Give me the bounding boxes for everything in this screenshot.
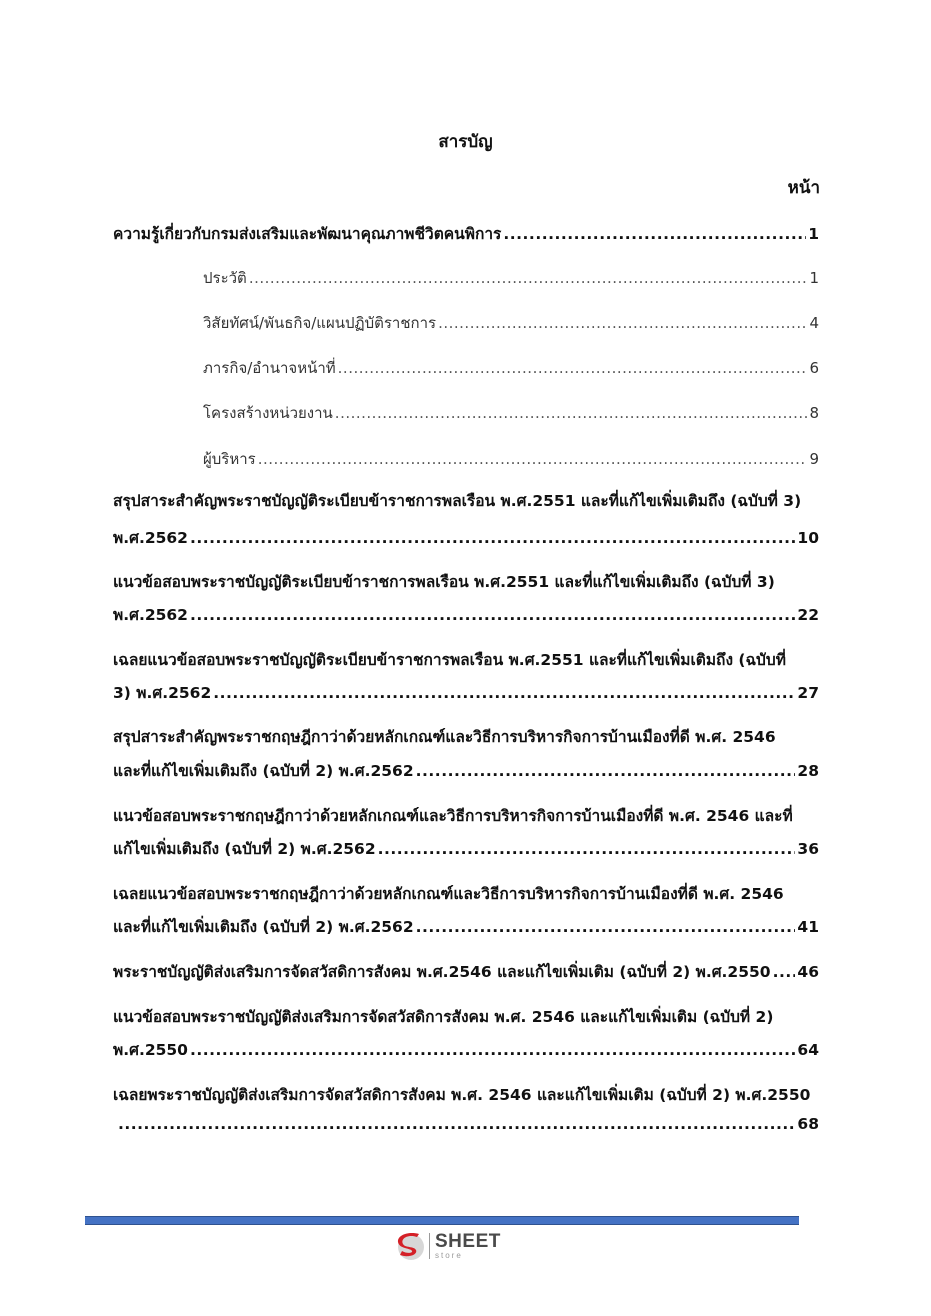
leader-dots xyxy=(190,529,795,547)
toc-subentry-title: วิสัยทัศน์/พันธกิจ/แผนปฏิบัติราชการ xyxy=(203,314,437,332)
leader-dots xyxy=(416,918,796,936)
toc-entry-title-cont: พ.ศ.2562 xyxy=(113,529,188,547)
leader-dots xyxy=(190,1041,795,1059)
logo-separator xyxy=(429,1233,430,1259)
toc-entry-title-cont: แก้ไขเพิ่มเติมถึง (ฉบับที่ 2) พ.ศ.2562 xyxy=(113,840,376,858)
toc-subentry-title: โครงสร้างหน่วยงาน xyxy=(203,404,333,422)
toc-subentry[interactable] xyxy=(203,401,819,423)
toc-subentry[interactable] xyxy=(203,447,819,469)
toc-entry-title[interactable]: แนวข้อสอบพระราชบัญญัติส่งเสริมการจัดสวัสดิการสังคม พ.ศ. 2546 และแก้ไขเพิ่มเติม (ฉบับที่ 2) xyxy=(113,1008,774,1026)
toc-page-number: 8 xyxy=(809,404,819,422)
toc-subentry-title: ผู้บริหาร xyxy=(203,450,256,468)
toc-entry-title[interactable]: เฉลยพระราชบัญญัติส่งเสริมการจัดสวัสดิการสังคม พ.ศ. 2546 และแก้ไขเพิ่มเติม (ฉบับที่ 2) พ.ศ.2550 xyxy=(113,1086,811,1104)
page-title: สารบัญ xyxy=(438,132,493,152)
toc-entry-title[interactable]: เฉลยแนวข้อสอบพระราชบัญญัติระเบียบข้าราชการพลเรือน พ.ศ.2551 และที่แก้ไขเพิ่มเติมถึง (ฉบับที่ xyxy=(113,651,786,669)
toc-page-number: 1 xyxy=(808,225,819,243)
toc-page-number: 9 xyxy=(809,450,819,468)
toc-entry-title-cont: และที่แก้ไขเพิ่มเติมถึง (ฉบับที่ 2) พ.ศ.2562 xyxy=(113,918,414,936)
toc-subentry[interactable] xyxy=(203,266,819,288)
toc-page-number: 10 xyxy=(797,529,819,547)
leader-dots xyxy=(190,606,795,624)
logo-subtext: store xyxy=(435,1251,463,1260)
leader-dots xyxy=(503,225,806,243)
toc-page-number: 4 xyxy=(809,314,819,332)
leader-dots xyxy=(258,450,808,468)
toc-entry-title: ความรู้เกี่ยวกับกรมส่งเสริมและพัฒนาคุณภาพชีวิตคนพิการ xyxy=(113,225,502,243)
leader-dots xyxy=(416,762,796,780)
toc-entry-title[interactable]: สรุปสาระสำคัญพระราชบัญญัติระเบียบข้าราชการพลเรือน พ.ศ.2551 และที่แก้ไขเพิ่มเติมถึง (ฉบับที่ 3) xyxy=(113,492,802,510)
sheet-store-logo-icon xyxy=(394,1230,426,1262)
page-column-header: หน้า xyxy=(787,178,820,198)
toc-entry[interactable] xyxy=(113,221,819,243)
toc-entry-title: พระราชบัญญัติส่งเสริมการจัดสวัสดิการสังคม พ.ศ.2546 และแก้ไขเพิ่มเติม (ฉบับที่ 2) พ.ศ.2550 xyxy=(113,963,771,981)
leader-dots xyxy=(438,314,807,332)
leader-dots xyxy=(773,963,796,981)
toc-page-number: 1 xyxy=(809,269,819,287)
toc-page-number: 41 xyxy=(797,918,819,936)
toc-entry[interactable] xyxy=(113,959,819,981)
toc-entry[interactable] xyxy=(113,758,819,780)
toc-entry-title[interactable]: เฉลยแนวข้อสอบพระราชกฤษฎีกาว่าด้วยหลักเกณฑ์และวิธีการบริหารกิจการบ้านเมืองที่ดี พ.ศ. 2546 xyxy=(113,885,784,903)
toc-page-number: 64 xyxy=(797,1041,819,1059)
toc-page-number: 22 xyxy=(797,606,819,624)
leader-dots xyxy=(335,404,808,422)
toc-page-number: 28 xyxy=(797,762,819,780)
leader-dots xyxy=(118,1115,795,1133)
toc-entry[interactable] xyxy=(113,525,819,547)
toc-entry[interactable] xyxy=(113,1037,819,1059)
leader-dots xyxy=(249,269,808,287)
toc-entry[interactable] xyxy=(113,836,819,858)
leader-dots xyxy=(338,359,808,377)
toc-page-number: 6 xyxy=(809,359,819,377)
toc-page-number: 27 xyxy=(797,684,819,702)
toc-subentry-title: ภารกิจ/อำนาจหน้าที่ xyxy=(203,359,336,377)
toc-entry-title[interactable]: แนวข้อสอบพระราชกฤษฎีกาว่าด้วยหลักเกณฑ์และวิธีการบริหารกิจการบ้านเมืองที่ดี พ.ศ. 2546 และที่ xyxy=(113,807,793,825)
leader-dots xyxy=(378,840,796,858)
toc-entry-title-cont: พ.ศ.2562 xyxy=(113,606,188,624)
toc-subentry[interactable] xyxy=(203,356,819,378)
toc-entry[interactable] xyxy=(113,680,819,702)
toc-subentry-title: ประวัติ xyxy=(203,269,247,287)
toc-entry-title[interactable]: แนวข้อสอบพระราชบัญญัติระเบียบข้าราชการพลเรือน พ.ศ.2551 และที่แก้ไขเพิ่มเติมถึง (ฉบับที่ 3) xyxy=(113,573,775,591)
footer-divider xyxy=(85,1216,799,1225)
logo-text xyxy=(435,1232,501,1260)
logo-wordmark: SHEET xyxy=(435,1231,501,1252)
toc-entry-title[interactable]: สรุปสาระสำคัญพระราชกฤษฎีกาว่าด้วยหลักเกณฑ์และวิธีการบริหารกิจการบ้านเมืองที่ดี พ.ศ. 2546 xyxy=(113,728,776,746)
toc-entry-title-cont: พ.ศ.2550 xyxy=(113,1041,188,1059)
toc-page-number: 36 xyxy=(797,840,819,858)
sheet-store-logo xyxy=(394,1229,514,1263)
toc-entry-title-cont: 3) พ.ศ.2562 xyxy=(113,684,212,702)
toc-entry[interactable] xyxy=(118,1115,819,1137)
toc-subentry[interactable] xyxy=(203,311,819,333)
toc-page-number: 68 xyxy=(797,1115,819,1133)
toc-entry[interactable] xyxy=(113,602,819,624)
toc-entry[interactable] xyxy=(113,914,819,936)
leader-dots xyxy=(213,684,795,702)
toc-entry-title-cont: และที่แก้ไขเพิ่มเติมถึง (ฉบับที่ 2) พ.ศ.2562 xyxy=(113,762,414,780)
toc-page-number: 46 xyxy=(797,963,819,981)
